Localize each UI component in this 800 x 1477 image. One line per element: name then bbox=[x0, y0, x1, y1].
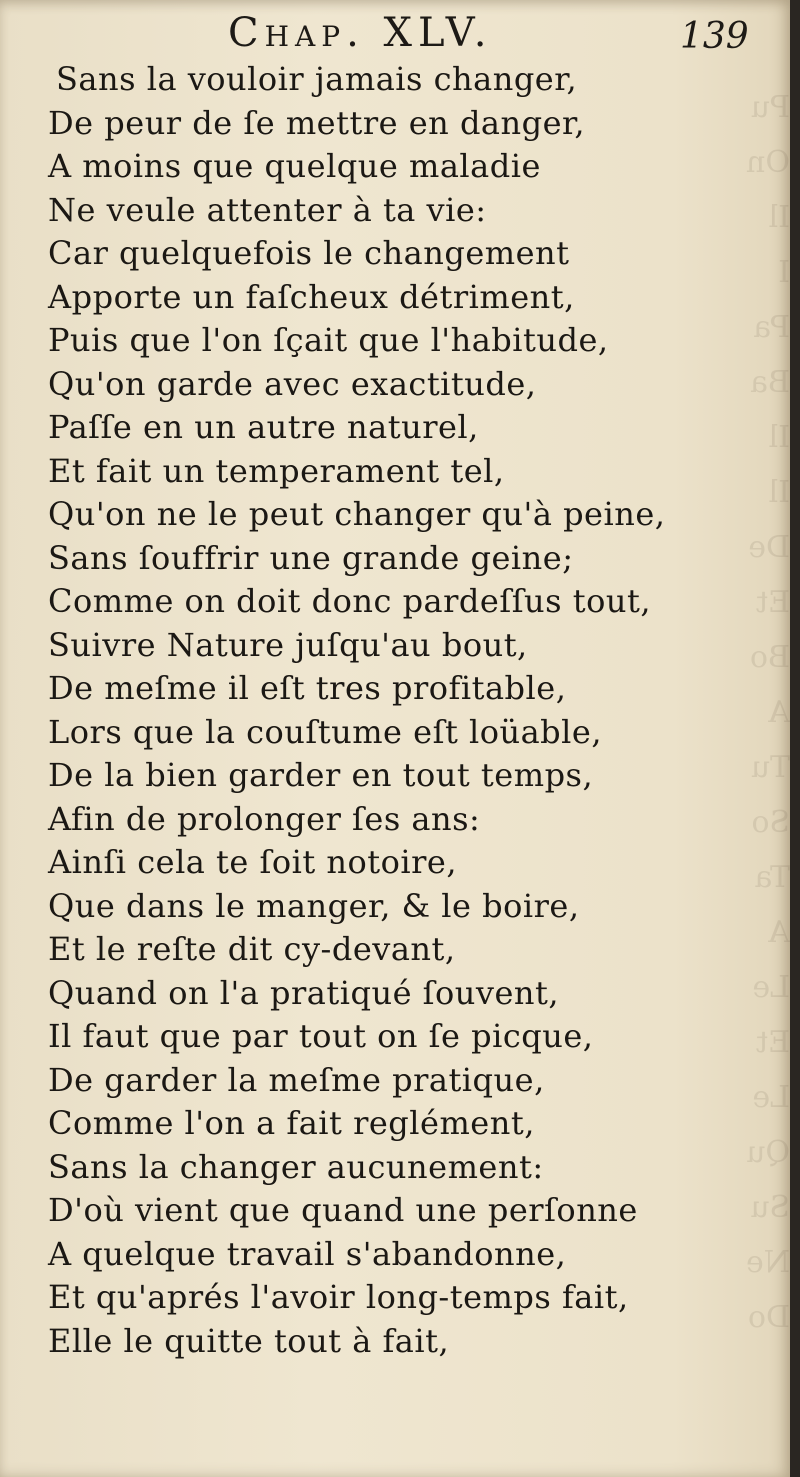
page-header bbox=[0, 10, 790, 60]
poem-line: Car quelquefois le changement bbox=[48, 234, 570, 272]
poem-line: Ne veule attenter à ta vie: bbox=[48, 190, 487, 229]
poem-line: De garder la meſme pratique, bbox=[48, 1060, 545, 1099]
poem-line: Apporte un faſcheux détriment, bbox=[48, 277, 575, 316]
poem-line: Sans ſouffrir une grande geine; bbox=[48, 538, 574, 577]
poem-line: Et fait un temperament tel, bbox=[48, 451, 505, 490]
poem-line: De meſme il eſt tres profitable, bbox=[48, 669, 567, 707]
poem-line: Sans la changer aucunement: bbox=[48, 1147, 544, 1186]
poem-line: Suivre Nature juſqu'au bout, bbox=[48, 625, 528, 664]
poem-line: A quelque travail s'abandonne, bbox=[48, 1234, 567, 1273]
poem-line: A moins que quelque maladie bbox=[48, 147, 541, 185]
poem-line: De peur de ſe mettre en danger, bbox=[48, 103, 585, 142]
poem-line: Qu'on ne le peut changer qu'à peine, bbox=[48, 495, 666, 533]
poem-line: Et qu'aprés l'avoir long-temps fait, bbox=[48, 1278, 629, 1316]
poem-line: Comme on doit donc pardeſſus tout, bbox=[48, 582, 651, 620]
poem-line: De la bien garder en tout temps, bbox=[48, 756, 594, 794]
poem-line: Et le reſte dit cy-devant, bbox=[48, 930, 456, 968]
poem-line: Lors que la couſtume eſt loüable, bbox=[48, 712, 602, 751]
poem-line: Qu'on garde avec exactitude, bbox=[48, 364, 537, 403]
poem-line: Sans la vouloir jamais changer, bbox=[56, 60, 578, 98]
poem-line: Comme l'on a fait reglément, bbox=[48, 1104, 535, 1142]
running-head: Chap. XLV. bbox=[228, 10, 493, 56]
poem-line: Elle le quitte tout à fait, bbox=[48, 1321, 450, 1360]
page-number: 139 bbox=[680, 16, 749, 57]
poem-line: Paſſe en un autre naturel, bbox=[48, 408, 479, 446]
poem-line: Puis que l'on ſçait que l'habitude, bbox=[48, 321, 609, 359]
show-through-text: Pu On Il I Pa Ba Il Il De Et Bo A Tu So Ta A Le Et Le Qu Su Ne Do bbox=[745, 90, 790, 1335]
poem-text bbox=[48, 58, 688, 1363]
poem-line: Que dans le manger, & le boire, bbox=[48, 886, 580, 925]
poem-line: Quand on l'a pratiqué ſouvent, bbox=[48, 973, 560, 1012]
poem-line: Afin de prolonger ſes ans: bbox=[48, 799, 481, 838]
poem-line: Ainſi cela te ſoit notoire, bbox=[48, 843, 458, 881]
poem-line: D'où vient que quand une perſonne bbox=[48, 1191, 638, 1229]
poem-line: Il faut que par tout on ſe picque, bbox=[48, 1017, 594, 1055]
